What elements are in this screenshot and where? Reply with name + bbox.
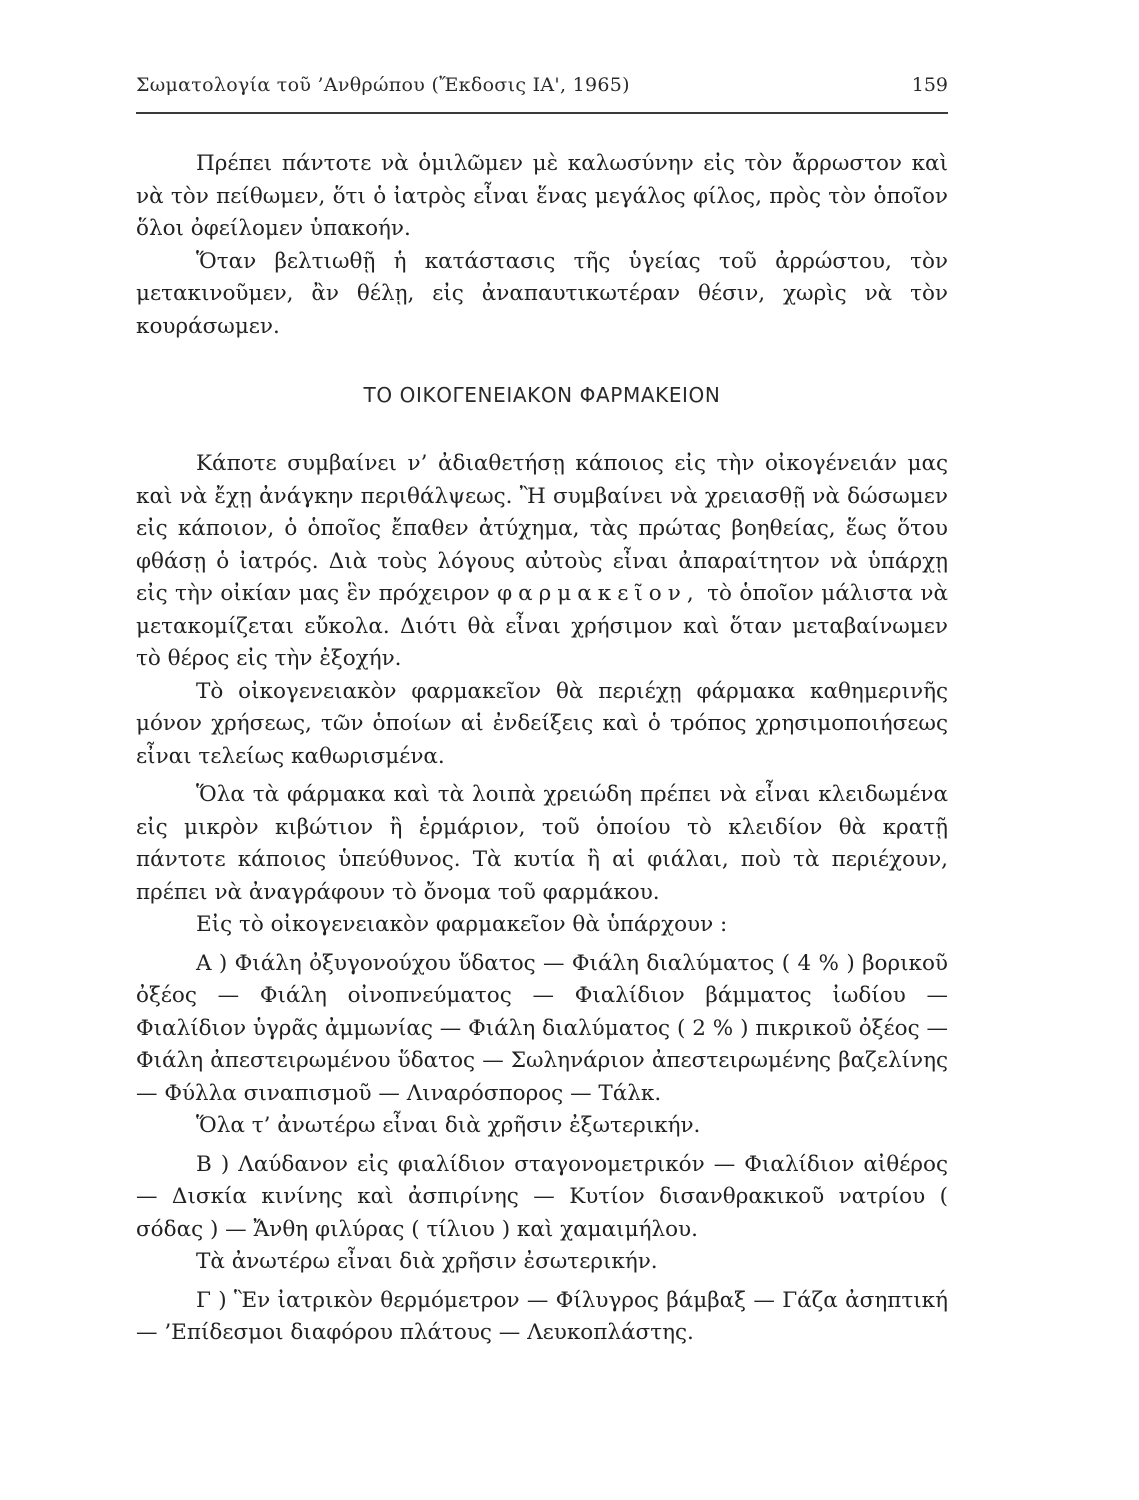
list-item-b: Β ) Λαύδανον εἰς φιαλίδιον σταγονομετρικόν — Φιαλίδιον αἰθέρος — Δισκία κινίνης καὶ ἀσπιρίνης — Κυτίον δισανθρακικοῦ νατρίου ( σόδας ) — Ἄνθη φιλύρας ( τίλιου ) καὶ χαμαιμήλου. <box>136 1151 948 1242</box>
paragraph-3-part-2: τὸ ὁποῖον μάλιστα νὰ μετακομίζεται εὔκολα. Διότι θὰ εἶναι χρήσιμον καὶ ὅταν μεταβαίνωμεν τὸ θέρος εἰς τὴν ἐξοχήν. <box>136 581 948 671</box>
spaced-term-pharmacy: φαρμακεῖον, <box>497 581 700 606</box>
section-heading: ΤΟ ΟΙΚΟΓΕΝΕΙΑΚΟΝ ΦΑΡΜΑΚΕΙΟΝ <box>363 383 721 407</box>
running-title: Σωματολογία τοῦ ’Ανθρώπου (Ἔκδοσις ΙΑ', 1965) <box>136 74 630 96</box>
paragraph-4: Τὸ οἰκογενειακὸν φαρμακεῖον θὰ περιέχῃ φάρμακα καθημερινῆς μόνον χρήσεως, τῶν ὁποίων αἱ ἐνδείξεις καὶ ὁ τρόπος χρησιμοποιήσεως εἶναι τελείως καθωρισμένα. <box>136 678 948 769</box>
paragraph-1: Πρέπει πάντοτε νὰ ὁμιλῶμεν μὲ καλωσύνην εἰς τὸν ἄρρωστον καὶ νὰ τὸν πείθωμεν, ὅτι ὁ ἰατρὸς εἶναι ἕνας μεγάλος φίλος, πρὸς τὸν ὁποῖον ὅλοι ὀφείλομεν ὑπακοήν. <box>136 151 948 241</box>
page-header <box>136 74 948 108</box>
list-item-a-note: Ὅλα τ’ ἀνωτέρω εἶναι διὰ χρῆσιν ἐξωτερικήν. <box>196 1113 701 1138</box>
paragraph-3-part-1: Κάποτε συμβαίνει ν’ ἀδιαθετήσῃ κάποιος εἰς τὴν οἰκογένειάν μας καὶ νὰ ἔχῃ ἀνάγκην περιθάλψεως. Ἢ συμβαίνει νὰ χρειασθῇ νὰ δώσωμεν εἰς κάποιον, ὁ ὁποῖος ἔπαθεν ἀτύχημα, τὰς πρώτας βοηθείας, ἕως ὅτου φθάσῃ ὁ ἰατρός. Διὰ τοὺς λόγους αὐτοὺς εἶναι ἀπαραίτητον νὰ ὑπάρχῃ εἰς τὴν οἰκίαν μας ἓν πρόχειρον <box>136 451 948 606</box>
body-text <box>136 148 948 1350</box>
header-rule <box>136 112 948 114</box>
paragraph-3 <box>136 448 948 676</box>
paragraph-2: Ὅταν βελτιωθῇ ἡ κατάστασις τῆς ὑγείας τοῦ ἀρρώστου, τὸν μετακινοῦμεν, ἂν θέλῃ, εἰς ἀναπαυτικωτέραν θέσιν, χωρὶς νὰ τὸν κουράσωμεν. <box>136 248 948 339</box>
list-item-a: Α ) Φιάλη ὀξυγονούχου ὕδατος — Φιάλη διαλύματος ( 4 % ) βορικοῦ ὀξέος — Φιάλη οἰνοπνεύματος — Φιαλίδιον βάμματος ἰωδίου — Φιαλίδιον ὑγρᾶς ἀμμωνίας — Φιάλη διαλύματος ( 2 % ) πικρικοῦ ὀξέος — Φιάλη ἀπεστειρωμένου ὕδατος — Σωληνάριον ἀπεστειρωμένης βαζελίνης — Φύλλα σιναπισμοῦ — Λιναρόσπορος — Τάλκ. <box>136 950 948 1106</box>
paragraph-6: Εἰς τὸ οἰκογενειακὸν φαρμακεῖον θὰ ὑπάρχουν : <box>196 912 728 937</box>
list-item-b-note: Τὰ ἀνωτέρω εἶναι διὰ χρῆσιν ἐσωτερικήν. <box>196 1249 658 1274</box>
page-number: 159 <box>911 74 948 96</box>
list-item-c: Γ ) Ἓν ἰατρικὸν θερμόμετρον — Φίλυγρος βάμβαξ — Γάζα ἀσηπτική — ’Επίδεσμοι διαφόρου πλάτους — Λευκοπλάστης. <box>136 1287 948 1345</box>
paragraph-5: Ὅλα τὰ φάρμακα καὶ τὰ λοιπὰ χρειώδη πρέπει νὰ εἶναι κλειδωμένα εἰς μικρὸν κιβώτιον ἢ ἑρμάριον, τοῦ ὁποίου τὸ κλειδίον θὰ κρατῇ πάντοτε κάποιος ὑπεύθυνος. Τὰ κυτία ἢ αἱ φιάλαι, ποὺ τὰ περιέχουν, πρέπει νὰ ἀναγράφουν τὸ ὄνομα τοῦ φαρμάκου. <box>136 782 948 905</box>
